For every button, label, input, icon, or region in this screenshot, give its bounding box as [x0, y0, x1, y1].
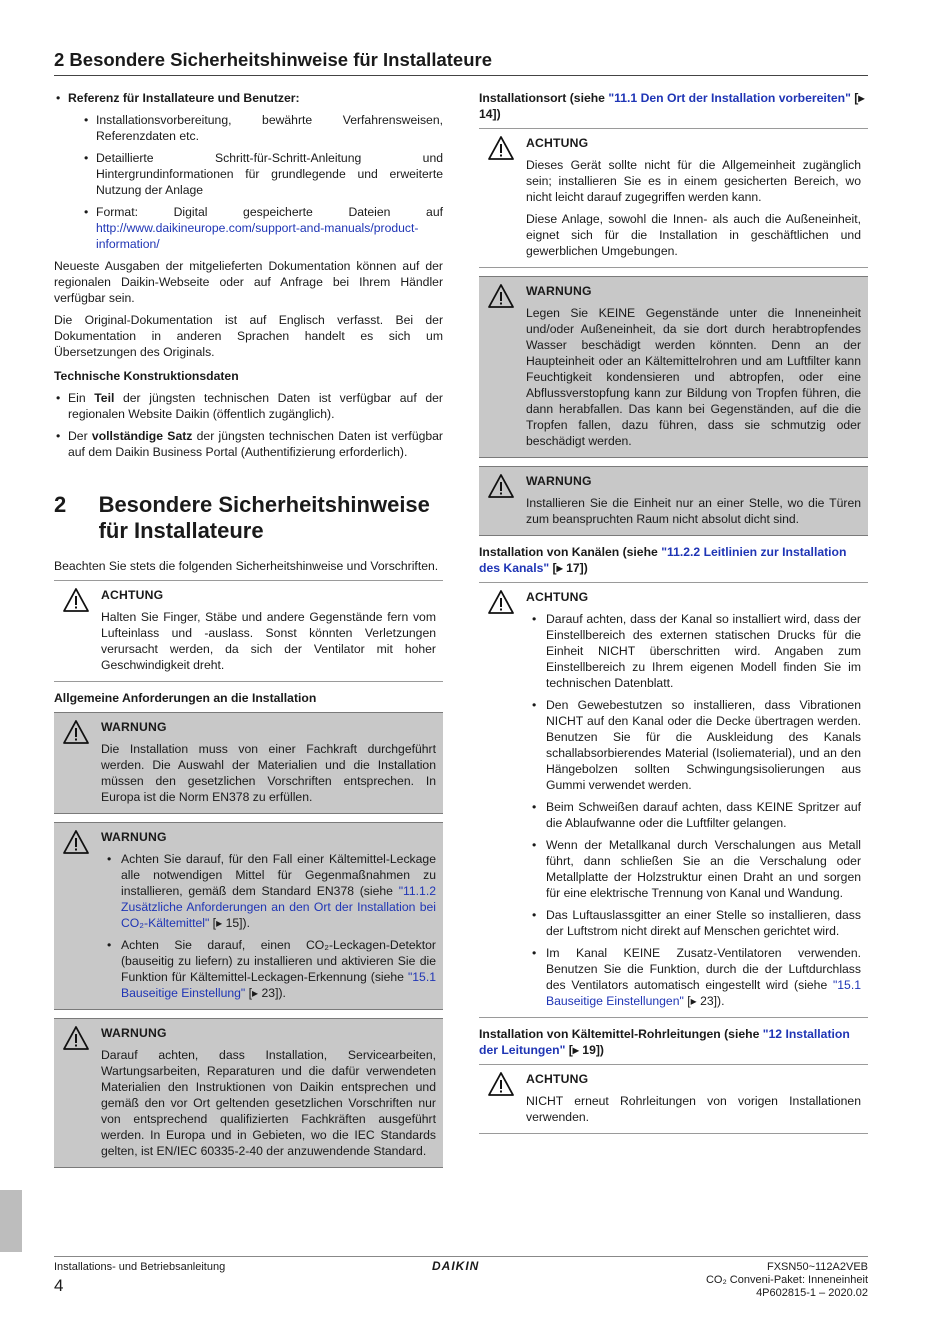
list-item — [107, 937, 436, 1001]
notice-text: Legen Sie KEINE Gegenstände unter die Inneneinheit und/oder Außeneinheit, da sie dort durch herabtropfendes Wasser beschädigt werden könnten. Denn an der Haupteinheit oder an Kältemittelrohren und am Luftfilter kann Feuchtigkeit kondensieren und abtropfen, oder eine Abflussverstopfung kann zur Bildung von Tropfen führen, die dann herabfallen. Das kann bei Gegenständen, auf die die Tropfen fallen, dazu führen, dass sie schmutzig oder beschädigt werden. — [526, 306, 861, 448]
notice-list — [101, 851, 436, 1001]
footer-divider — [54, 1256, 868, 1257]
list-item — [54, 428, 443, 460]
warning-triangle-icon — [62, 587, 90, 613]
product-name: CO₂ Conveni-Paket: Inneneinheit — [705, 1274, 868, 1286]
caution-notice — [479, 582, 868, 1018]
list-item — [107, 851, 436, 931]
section-number: 2 — [54, 492, 67, 517]
list-item: • Wenn der Metallkanal durch Verschalungen aus Metall führt, dann schließen Sie an die Verschalung oder Metallplatte der Holzstruktur einen Draht an und sorgen für eine elektrische Trennung von Kanal und Wandung. — [532, 837, 861, 901]
section-title: Besondere Sicherheitshinweise für Installateure — [98, 492, 430, 543]
footer-model-info — [706, 1261, 868, 1300]
general-requirements-heading: Allgemeine Anforderungen an die Installation — [54, 691, 317, 705]
text: der jüngsten technischen Daten ist verfügbar auf dem Daikin Business Portal (Authentifizierung erforderlich). — [68, 429, 443, 459]
warning-triangle-icon — [487, 589, 515, 615]
footer-document-title: Installations- und Betriebsanleitung — [54, 1261, 226, 1273]
warning-triangle-icon — [487, 1071, 515, 1097]
text: der jüngsten technischen Daten ist verfügbar auf der regionalen Website Daikin (öffentlich zugänglich). — [68, 391, 443, 421]
warning-triangle-icon — [62, 1025, 90, 1051]
field-settings-link[interactable]: "15.1 Bauseitige Einstellungen" — [546, 978, 861, 1008]
notice-text: NICHT erneut Rohrleitungen von vorigen Installationen verwenden. — [526, 1094, 861, 1124]
list-item — [82, 204, 443, 252]
notice-label: ACHTUNG — [101, 588, 164, 602]
notice-label: WARNUNG — [101, 830, 167, 844]
site-preparation-link[interactable]: "11.1 Den Ort der Installation vorbereiten" — [608, 91, 851, 105]
notice-label: WARNUNG — [101, 720, 167, 734]
warning-notice — [54, 822, 443, 1010]
document-code: 4P602815-1 – 2020.02 — [756, 1287, 868, 1299]
notice-label: ACHTUNG — [526, 136, 589, 150]
page-ref: [▸ 14]) — [479, 91, 865, 121]
technical-data-heading: Technische Konstruktionsdaten — [54, 369, 239, 383]
page-ref: [▸ 23]). — [683, 994, 725, 1008]
emphasis: vollständige Satz — [91, 429, 193, 443]
text: Installation von Kältemittel-Rohrleitungen (siehe — [479, 1027, 763, 1041]
field-setting-link[interactable]: "15.1 Bauseitige Einstellung" — [121, 970, 436, 1000]
section-heading — [54, 492, 443, 544]
text: Im Kanal KEINE Zusatz-Ventilatoren verwenden. Benutzen Sie die Funktion, durch die der Luftdurchlass des Ventilators automatisch eingestellt wird (siehe — [546, 946, 861, 992]
notice-text: Die Installation muss von einer Fachkraft durchgeführt werden. Die Auswahl der Materialien und die Installation müssen den gesetzlichen Vorschriften entsprechen. In Europa ist die Norm EN378 zu erfüllen. — [101, 742, 436, 804]
reference-sublist — [68, 112, 443, 252]
side-tab-marker — [0, 1190, 22, 1252]
caution-notice — [54, 580, 443, 682]
warning-triangle-icon — [487, 135, 515, 161]
daikin-logo: DAIKIN — [432, 1259, 480, 1273]
reference-list — [54, 90, 443, 252]
paragraph: Neueste Ausgaben der mitgelieferten Dokumentation können auf der regionalen Daikin-Webseite oder auf Anfrage bei Ihrem Händler verfügbar sein. — [54, 259, 443, 305]
page-number: 4 — [54, 1276, 64, 1295]
reference-heading: Referenz für Installateure und Benutzer: — [68, 91, 300, 105]
warning-notice — [479, 466, 868, 536]
notice-text: Halten Sie Finger, Stäbe und andere Gegenstände fern vom Lufteinlass und -auslass. Sonst könnten Verletzungen verursacht werden, da sich der Ventilator mit hoher Geschwindigkeit dreht. — [101, 610, 436, 672]
list-item — [532, 945, 861, 1009]
warning-notice — [54, 1018, 443, 1168]
page-ref: [▸ 19]) — [565, 1043, 604, 1057]
list-item — [54, 90, 443, 252]
text: Der — [68, 429, 92, 443]
text: Achten Sie darauf, für den Fall einer Kältemittel-Leckage alle notwendigen Mittel für Gegenmaßnahmen zu installieren, gemäß dem Standard EN378 (siehe — [121, 852, 436, 898]
notice-label: WARNUNG — [526, 284, 592, 298]
right-column — [479, 90, 868, 1142]
emphasis: Teil — [94, 391, 115, 405]
list-item: • Detaillierte Schritt-für-Schritt-Anleitung und Hintergrundinformationen für grundlegende und erweiterte Nutzung der Anlage — [82, 150, 443, 198]
page-title: 2 Besondere Sicherheitshinweise für Installateure — [54, 49, 492, 70]
piping-installation-link[interactable]: "12 Installation der Leitungen" — [479, 1027, 850, 1057]
notice-label: ACHTUNG — [526, 590, 589, 604]
duct-guidelines-link[interactable]: "11.2.2 Leitlinien zur Installation des Kanals" — [479, 545, 847, 575]
notice-text: Installieren Sie die Einheit nur an einer Stelle, wo die Türen zum beanspruchten Raum nicht absolut dicht sind. — [526, 496, 861, 526]
co2-requirements-link[interactable]: "11.1.2 Zusätzliche Anforderungen an den Ort der Installation bei CO₂-Kältemittel" — [121, 884, 436, 930]
text: Achten Sie darauf, einen CO₂-Leckagen-Detektor (bauseitig zu liefern) zu installieren und aktivieren Sie die Funktion für Kältemittel-Leckagen-Erkennung (siehe — [121, 938, 436, 984]
technical-data-list — [54, 390, 443, 460]
list-item: • Das Luftauslassgitter an einer Stelle so installieren, dass der Luftstrom nicht direkt auf Menschen gerichtet wird. — [532, 907, 861, 939]
page-ref: [▸ 23]). — [245, 986, 286, 1000]
page-ref: [▸ 17]) — [549, 561, 588, 575]
caution-notice — [479, 128, 868, 268]
model-number: FXSN50~112A2VEB — [767, 1261, 868, 1273]
text: Installationsort (siehe — [479, 91, 609, 105]
refrigerant-piping-heading — [479, 1026, 868, 1058]
caution-notice — [479, 1064, 868, 1134]
left-column — [54, 90, 443, 1176]
page-header — [54, 49, 868, 76]
text: Ein — [68, 391, 95, 405]
format-text: Format: Digital gespeicherte Dateien auf — [96, 205, 443, 219]
list-item — [54, 390, 443, 422]
daikin-documentation-link[interactable]: http://www.daikineurope.com/support-and-manuals/product-information/ — [96, 221, 419, 251]
notice-text: Diese Anlage, sowohl die Innen- als auch die Außeneinheit, eignet sich für die Installation in geschäftlichen und gewerblichen Umgebungen. — [526, 212, 861, 258]
notice-label: WARNUNG — [101, 1026, 167, 1040]
warning-notice — [54, 712, 443, 814]
warning-triangle-icon — [62, 719, 90, 745]
list-item: • Installationsvorbereitung, bewährte Verfahrensweisen, Referenzdaten etc. — [82, 112, 443, 144]
intro-paragraph: Beachten Sie stets die folgenden Sicherheitshinweise und Vorschriften. — [54, 559, 439, 573]
text: Installation von Kanälen (siehe — [479, 545, 662, 559]
warning-triangle-icon — [487, 283, 515, 309]
warning-triangle-icon — [487, 473, 515, 499]
warning-triangle-icon — [62, 829, 90, 855]
notice-list — [526, 611, 861, 1009]
notice-text: Darauf achten, dass Installation, Servicearbeiten, Wartungsarbeiten, Reparaturen und die dafür verwendeten Materialien den Instruktionen von Daikin entsprechen und gemäß den vor Ort geltenden gesetzlichen Vorschriften nur von entsprechend qualifizierten Fachkräften ausgeführt werden. In Europa und in Gebieten, wo die IEC Standards gelten, ist EN/IEC 60335-2-40 der anzuwendende Standard. — [101, 1048, 436, 1158]
notice-label: ACHTUNG — [526, 1072, 589, 1086]
warning-notice — [479, 276, 868, 458]
notice-text: Dieses Gerät sollte nicht für die Allgemeinheit zugänglich sein; installieren Sie es in einem gesicherten Bereich, wo nicht leicht darauf zugegriffen werden kann. — [526, 158, 861, 204]
notice-label: WARNUNG — [526, 474, 592, 488]
installation-site-heading — [479, 90, 868, 122]
list-item: • Den Gewebestutzen so installieren, dass Vibrationen NICHT auf den Kanal oder die Decke übertragen werden. Benutzen Sie für die Auskleidung des Kanals schallabsorbierendes Material (Isoliematerial), und an den Hängebolzen sollten Schwingungsisolierungen aus Gummi verwendet werden. — [532, 697, 861, 793]
list-item: • Beim Schweißen darauf achten, dass KEINE Spritzer auf die Ablaufwanne oder die Luftfilter gelangen. — [532, 799, 861, 831]
list-item: • Darauf achten, dass der Kanal so installiert wird, dass der Einstellbereich des externen statischen Drucks für die Einheit NICHT überschritten wird. Angaben zum Einstellbereich zu Ihrem eigenen Modell finden Sie im technischen Datenblatt. — [532, 611, 861, 691]
duct-installation-heading — [479, 544, 868, 576]
page-ref: [▸ 15]). — [209, 916, 250, 930]
paragraph: Die Original-Dokumentation ist auf Englisch verfasst. Bei der Dokumentation in anderen Sprachen handelt es sich um Übersetzungen des Originals. — [54, 313, 443, 359]
